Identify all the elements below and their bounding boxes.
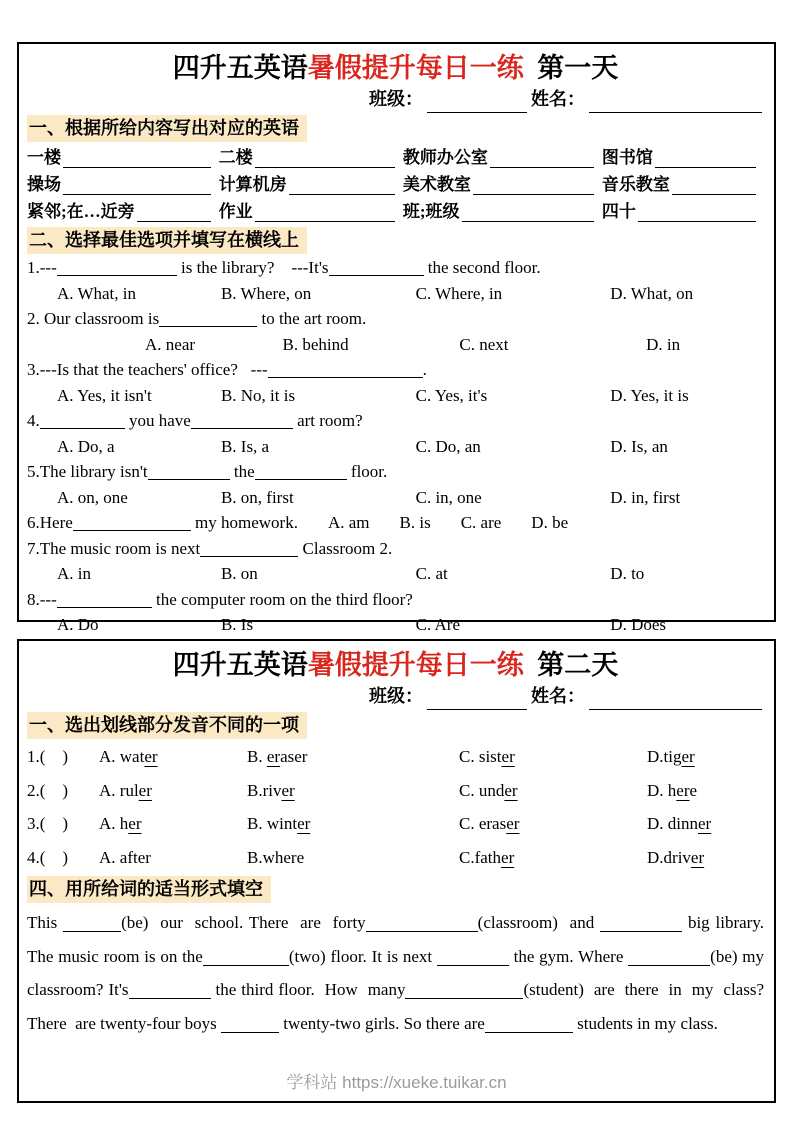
vocab-blank	[672, 175, 756, 195]
phonics-option-a: A. after	[99, 847, 151, 867]
vocab-blank	[255, 202, 395, 222]
vocab-blank	[63, 148, 211, 168]
question-1-options	[27, 281, 764, 307]
day2-meta-row	[27, 683, 764, 710]
question-8	[27, 587, 764, 638]
answer-blank	[73, 514, 191, 531]
question-6-stem: 6.Here my homework.	[27, 513, 298, 532]
option-b: B. behind	[282, 334, 349, 354]
phonics-option-c: C. eraser	[459, 814, 520, 833]
cloze-blank	[628, 949, 710, 966]
day1-title-day: 第一天	[523, 53, 619, 83]
day2-class-blank	[427, 693, 527, 710]
vocab-item: 操场	[27, 172, 219, 198]
option-a: A. in	[57, 564, 91, 583]
vocab-item: 一楼	[27, 145, 219, 171]
day1-class-blank	[427, 96, 527, 113]
vocab-blank	[490, 148, 594, 168]
phonics-number: 1.( )	[27, 747, 69, 766]
vocab-blank	[255, 148, 395, 168]
cloze-passage: This (be) our school. There are forty (classroom) and big library. The music room is on the (two) floor. It is next the gym. Where (be) my classroom? It's the third floor. How many (student) are there in my class? There are twenty-four boys twenty-two girls. So there are students in my class.	[27, 913, 773, 1033]
question-5	[27, 459, 764, 510]
option-b: B. No, it is	[220, 385, 296, 405]
day1-meta-row	[27, 86, 764, 113]
question-7-options	[27, 561, 764, 587]
option-c: C. in, one	[415, 487, 482, 507]
question-8-stem: 8.--- the computer room on the third floor?	[27, 589, 413, 609]
option-a: A. near	[145, 334, 196, 354]
day2-panel	[17, 639, 776, 1103]
option-c: C. at	[415, 564, 448, 583]
option-a: A. What, in	[57, 283, 137, 303]
option-a: A. Do, a	[57, 436, 115, 456]
day1-section1-header: 一、根据所给内容写出对应的英语	[27, 115, 307, 142]
option-c: C. Yes, it's	[415, 385, 488, 405]
option-a: A. am	[327, 513, 370, 532]
question-4-stem: 4. you have art room?	[27, 411, 363, 430]
question-1	[27, 255, 764, 306]
option-a: A. on, one	[57, 487, 128, 507]
vocab-item: 教师办公室	[403, 145, 602, 171]
cloze-blank	[366, 915, 478, 932]
vocab-blank	[655, 148, 756, 168]
vocab-blank	[473, 175, 594, 195]
answer-blank	[148, 463, 230, 480]
answer-blank	[40, 412, 125, 429]
vocab-item: 作业	[219, 199, 403, 225]
question-3-options	[27, 383, 764, 409]
phonics-number: 2.( )	[27, 780, 69, 800]
option-b: B. on, first	[220, 487, 294, 507]
day1-section2-header: 二、选择最佳选项并填写在横线上	[27, 227, 307, 254]
cloze-blank	[129, 982, 211, 999]
day2-title-black: 四升五英语	[172, 650, 308, 680]
vocab-blank	[638, 202, 756, 222]
vocab-item: 二楼	[219, 145, 403, 171]
option-d: D. Is, an	[610, 436, 668, 456]
phonics-number: 3.( )	[27, 814, 69, 833]
answer-blank	[200, 540, 298, 557]
phonics-option-a: A. her	[99, 814, 142, 833]
question-2	[27, 306, 764, 357]
question-3	[27, 357, 764, 408]
option-c: C. Do, an	[415, 436, 481, 456]
day1-name-blank	[589, 96, 762, 113]
question-8-options	[27, 612, 764, 638]
question-1-stem: 1.--- is the library? ---It's the second floor.	[27, 258, 541, 277]
option-d: D. Does	[610, 615, 667, 634]
cloze-blank	[485, 1016, 573, 1033]
question-5-stem: 5.The library isn't the floor.	[27, 462, 388, 481]
option-a: A. Do	[57, 615, 99, 634]
watermark: 学科站 https://xueke.tuikar.cn	[286, 1073, 507, 1092]
cloze-blank	[221, 1016, 279, 1033]
question-2-stem: 2. Our classroom is to the art room.	[27, 309, 367, 328]
option-c: C. Are	[415, 615, 460, 634]
cloze-blank	[63, 915, 121, 932]
day2-title-red: 暑假提升每日一练	[307, 650, 524, 680]
day1-panel	[17, 42, 776, 634]
option-d: D. in, first	[610, 487, 681, 507]
answer-blank	[329, 259, 424, 276]
option-a: A. Yes, it isn't	[57, 385, 152, 405]
phonics-option-d: D. dinner	[647, 814, 712, 833]
option-d: D. to	[610, 564, 645, 583]
answer-blank	[57, 591, 152, 608]
day2-section1-header: 一、选出划线部分发音不同的一项	[27, 712, 307, 739]
vocab-item: 紧邻;在…近旁	[27, 199, 219, 225]
cloze-blank	[437, 949, 509, 966]
option-c: C. are	[460, 513, 502, 532]
question-3-stem: 3.---Is that the teachers' office? --- .	[27, 360, 427, 379]
day1-class-label: 班级：	[369, 89, 423, 109]
vocab-item: 班;班级	[403, 199, 602, 225]
vocab-blank	[289, 175, 395, 195]
answer-blank	[255, 463, 347, 480]
option-d: D. be	[531, 513, 569, 532]
question-2-options	[27, 332, 764, 358]
phonics-option-b: B. winter	[247, 814, 311, 833]
option-d: D. Yes, it is	[610, 385, 689, 405]
vocab-blank	[462, 202, 594, 222]
option-b: B. Where, on	[220, 283, 312, 303]
option-b: B. on	[220, 564, 258, 583]
question-7	[27, 536, 764, 587]
day2-class-label: 班级：	[369, 686, 423, 706]
option-b: B. Is	[220, 615, 254, 634]
day1-name-label: 姓名：	[531, 89, 585, 109]
question-7-stem: 7.The music room is next Classroom 2.	[27, 538, 393, 558]
day1-title-red: 暑假提升每日一练	[307, 53, 524, 83]
question-5-options	[27, 485, 764, 511]
question-4-options	[27, 434, 764, 460]
answer-blank	[191, 412, 293, 429]
phonics-option-c: C. under	[459, 780, 518, 800]
question-6	[27, 510, 764, 536]
day2-section4-header: 四、用所给词的适当形式填空	[27, 876, 271, 903]
phonics-option-a: A. water	[99, 747, 158, 766]
vocab-item: 美术教室	[403, 172, 602, 198]
vocab-item: 图书馆	[602, 145, 764, 171]
answer-blank	[159, 310, 257, 327]
phonics-row-1	[27, 740, 764, 774]
vocab-blank	[63, 175, 211, 195]
phonics-option-c: C.father	[459, 847, 515, 867]
day2-title-day: 第二天	[523, 650, 619, 680]
option-b: B. is	[399, 513, 431, 532]
cloze-blank	[600, 915, 682, 932]
phonics-row-3	[27, 807, 764, 841]
vocab-item: 计算机房	[219, 172, 403, 198]
day1-vocab-grid	[27, 145, 764, 225]
answer-blank	[57, 259, 177, 276]
phonics-row-2	[27, 774, 764, 808]
phonics-option-b: B.where	[247, 847, 305, 867]
option-d: D. in	[646, 334, 681, 354]
vocab-item: 四十	[602, 199, 764, 225]
day2-name-blank	[589, 693, 762, 710]
day1-title-black: 四升五英语	[172, 53, 308, 83]
cloze-blank	[203, 949, 289, 966]
option-c: C. next	[459, 334, 509, 354]
option-d: D. What, on	[610, 283, 694, 303]
phonics-option-b: B.river	[247, 780, 295, 800]
day2-title	[27, 647, 764, 683]
phonics-option-a: A. ruler	[99, 780, 152, 800]
question-4	[27, 408, 764, 459]
day1-title	[27, 50, 764, 86]
vocab-blank	[137, 202, 211, 222]
vocab-item: 音乐教室	[602, 172, 764, 198]
option-b: B. Is, a	[220, 436, 270, 456]
cloze-blank	[405, 982, 523, 999]
phonics-option-d: D.driver	[647, 847, 705, 867]
phonics-option-b: B. eraser	[247, 747, 308, 766]
day2-name-label: 姓名：	[531, 686, 585, 706]
option-c: C. Where, in	[415, 283, 503, 303]
phonics-option-d: D. here	[647, 780, 698, 800]
phonics-option-c: C. sister	[459, 747, 515, 766]
answer-blank	[268, 361, 423, 378]
phonics-row-4	[27, 841, 764, 875]
phonics-option-d: D.tiger	[647, 747, 695, 766]
phonics-number: 4.( )	[27, 847, 69, 867]
